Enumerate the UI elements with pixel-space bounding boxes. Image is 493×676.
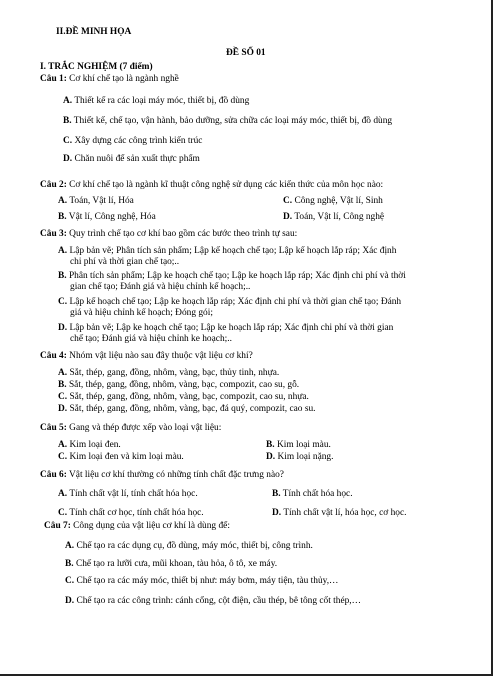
option-3a-cont: chi phí và thời gian chế tạo;..: [70, 257, 180, 267]
question-label: Câu 6:: [40, 470, 67, 480]
question-1: [40, 74, 179, 85]
option-2a: A. Toán, Vật lí, Hóa: [58, 196, 134, 206]
question-label: Câu 5:: [40, 423, 67, 433]
option-5b: B. Kim loại màu.: [266, 440, 331, 450]
question-label: Câu 4:: [40, 351, 67, 361]
question-5: [40, 423, 221, 434]
option-5a: A. Kim loại đen.: [58, 440, 121, 450]
question-2: [40, 180, 383, 191]
option-3b-cont: gian chế tạo; Đánh giá và hiệu chỉnh kế hoạch;..: [70, 282, 251, 292]
option-2d: D. Toán, Vật lí, Công nghệ: [283, 212, 385, 222]
option-3c-cont: giá và hiệu chỉnh kế hoạch; Đóng gói;: [70, 308, 213, 318]
option-7a: A. Chế tạo ra các dụng cụ, đồ dùng, máy móc, thiết bị, công trình.: [65, 541, 313, 551]
question-label: Câu 7:: [44, 521, 71, 531]
option-5c: C. Kim loại đen và kim loại màu.: [58, 452, 184, 462]
question-label: Câu 1:: [40, 74, 67, 84]
option-2c: C. Công nghệ, Vật lí, Sinh: [283, 196, 383, 206]
option-6d: D. Tính chất vật lí, hóa học, cơ học.: [272, 508, 407, 518]
question-text: Công dụng của vật liệu cơ khí là dùng để:: [73, 521, 230, 531]
option-1b: B. Thiết kế, chế tạo, vận hành, bảo dưỡng, sửa chữa các loại máy móc, thiết bị, đồ dùng: [63, 116, 393, 126]
option-4c: C. Sắt, thép, gang, đồng, nhôm, vàng, bạc, compozit, cao su, nhựa.: [58, 392, 309, 402]
question-7: [44, 521, 230, 532]
question-4: [40, 351, 253, 362]
question-text: Cơ khí chế tạo là ngành kĩ thuật công nghệ sử dụng các kiến thức của môn học nào:: [69, 180, 384, 190]
option-6a: A. Tính chất vật lí, tính chất hóa học.: [58, 489, 198, 499]
question-text: Vật liệu cơ khí thường có những tính chất đặc trưng nào?: [69, 470, 284, 480]
option-3a: A. Lập bản vẽ; Phân tích sản phẩm; Lập kế hoạch chế tạo; Lập kế hoạch lắp ráp; Xác định: [58, 246, 397, 256]
question-3: [40, 229, 297, 240]
question-label: Câu 3:: [40, 229, 67, 239]
option-1a: A. Thiết kế ra các loại máy móc, thiết bị, đồ dùng: [63, 96, 250, 106]
option-2b: B. Vật lí, Công nghệ, Hóa: [58, 212, 156, 222]
part-heading: I. TRẮC NGHIỆM (7 điểm): [40, 62, 153, 72]
option-4b: B. Sắt, thép, gang, đồng, nhôm, vàng, bạc, compozit, cao su, gỗ.: [58, 380, 300, 390]
option-7d: D. Chế tạo ra các công trình: cánh cổng, cột điện, cầu thép, bê tông cốt thép,…: [65, 596, 362, 606]
section-heading: II.ĐỀ MINH HỌA: [56, 27, 132, 37]
question-text: Nhóm vật liệu nào sau đây thuộc vật liệu cơ khí?: [69, 351, 253, 361]
question-text: Cơ khí chế tạo là ngành nghề: [69, 74, 179, 84]
option-5d: D. Kim loại nặng.: [266, 452, 334, 462]
option-6c: C. Tính chất cơ học, tính chất hóa học.: [58, 508, 204, 518]
option-3d: D. Lập bản vẽ; Lập ke hoạch chế tạo; Lập ke hoạch lắp ráp; Xác định chi phí và thời gian: [58, 323, 394, 333]
question-text: Quy trình chế tạo cơ khí bao gồm các bước theo trình tự sau:: [69, 229, 298, 239]
option-7c: C. Chế tạo ra các máy móc, thiết bị như: máy bơm, máy tiện, tàu thủy,…: [65, 576, 339, 586]
option-4a: A. Sắt, thép, gang, đồng, nhôm, vàng, bạc, thủy tinh, nhựa.: [58, 368, 280, 378]
option-3b: B. Phân tích sản phẩm; Lập ke hoạch chế tạo; Lập ke hoạch lắp ráp; Xác định chi phí và thời: [58, 271, 406, 281]
question-text: Gang và thép được xếp vào loại vật liệu:: [69, 423, 222, 433]
option-6b: B. Tính chất hóa học.: [272, 489, 353, 499]
option-1c: C. Xây dựng các công trình kiến trúc: [63, 136, 203, 146]
question-6: [40, 470, 284, 481]
option-1d: D. Chăn nuôi để sản xuất thực phẩm: [63, 154, 200, 164]
option-3d-cont: chế tạo; Đánh giá và hiệu chỉnh ke hoạch;..: [70, 334, 232, 344]
question-label: Câu 2:: [40, 180, 67, 190]
exam-title: ĐỀ SỐ 01: [226, 48, 266, 58]
option-3c: C. Lập kế hoạch chế tạo; Lập ke hoạch lắp ráp; Xác định chi phí và thời gian chế tạo; Đánh: [58, 297, 402, 307]
option-7b: B. Chế tạo ra lưỡi cưa, mũi khoan, tàu hỏa, ô tô, xe máy.: [65, 559, 278, 569]
option-4d: D. Sắt, thép, gang, đồng, nhôm, vàng, bạc, đá quý, compozit, cao su.: [58, 404, 316, 414]
